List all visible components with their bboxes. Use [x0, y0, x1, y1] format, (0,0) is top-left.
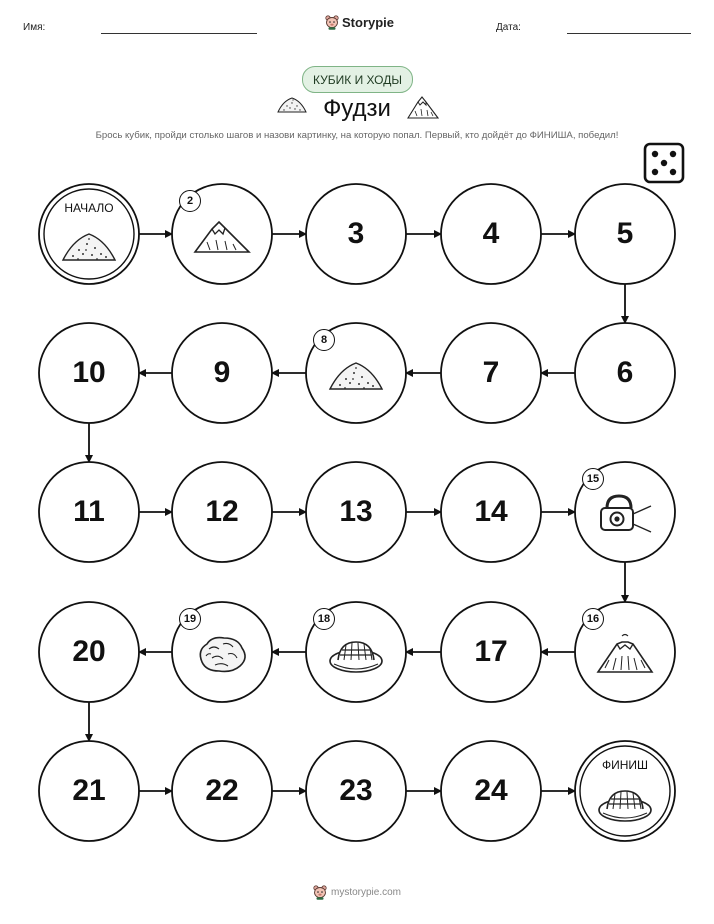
space-number: 7	[482, 356, 500, 389]
space-number: 21	[72, 774, 106, 807]
space-number: 24	[474, 774, 508, 807]
rock-icon	[200, 638, 245, 672]
finish-label: ФИНИШ	[601, 758, 649, 772]
space-number: 3	[347, 217, 365, 250]
start-label: НАЧАЛО	[64, 201, 114, 215]
space-number-badge: 16	[582, 608, 604, 630]
space-number-badge: 19	[179, 608, 201, 630]
space-number: 11	[73, 495, 105, 528]
category-badge: КУБИК И ХОДЫ	[302, 66, 413, 93]
footer-site[interactable]: mystorypie.com	[330, 886, 401, 898]
space-number: 23	[339, 774, 373, 807]
page-title: Фудзи	[323, 95, 391, 122]
space-number: 13	[339, 495, 373, 528]
footer	[0, 884, 714, 900]
space-number: 22	[205, 774, 239, 807]
date-label: Дата:	[496, 22, 521, 33]
space-number-badge: 18	[313, 608, 335, 630]
space-number: 5	[616, 217, 634, 250]
space-number-badge: 15	[582, 468, 604, 490]
space-number: 10	[72, 356, 106, 389]
space-number: 4	[482, 217, 500, 250]
space-number: 17	[474, 635, 508, 668]
name-label: Имя:	[23, 22, 46, 33]
space-number: 20	[72, 635, 106, 668]
mascot-icon	[313, 884, 327, 900]
space-number: 9	[213, 356, 231, 389]
brand-name: Storypie	[342, 14, 395, 30]
space-number-badge: 2	[179, 190, 201, 212]
space-number: 6	[616, 356, 634, 389]
instructions: Брось кубик, пройди столько шагов и назови картинку, на которую попал. Первый, кто дойдёт до ФИНИША, победил!	[95, 130, 619, 141]
space-number: 12	[205, 495, 239, 528]
space-number-badge: 8	[313, 329, 335, 351]
space-number: 14	[474, 495, 508, 528]
